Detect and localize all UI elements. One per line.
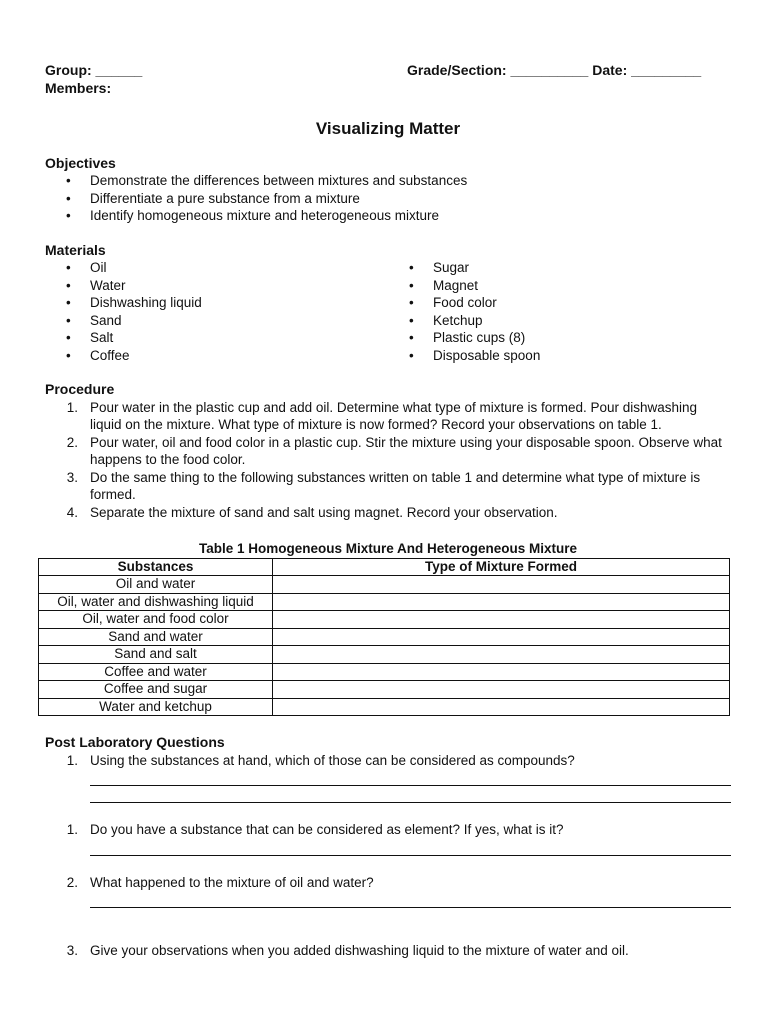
materials-heading: Materials [45,241,106,258]
question-number: 3. [66,943,78,958]
question-item [45,874,731,892]
question-item [45,942,731,960]
procedure-step [45,504,731,522]
question-number: 1. [66,752,78,768]
page-title: Visualizing Matter [315,119,461,138]
procedure-step [45,399,731,434]
answer-cell[interactable] [273,611,730,629]
grade-date-field: Grade/Section: __________ Date: _________ [407,62,702,78]
materials-list-right [388,259,731,364]
column-header-substances: Substances [39,558,273,576]
list-item: • Identify homogeneous mixture and heterogeneous mixture [45,207,731,225]
step-text: Separate the mixture of sand and salt using magnet. Record your observation. [90,504,558,520]
answer-line[interactable] [90,839,731,856]
answer-cell[interactable] [273,698,730,716]
step-text: Pour water in the plastic cup and add oil. Determine what type of mixture is formed. Pour dishwashing liquid on the mixture. What type of mixture is now formed? Record your observations on table 1. [90,399,698,432]
answer-cell[interactable] [273,646,730,664]
list-item: • Sugar [388,259,731,277]
procedure-list [45,399,731,522]
list-item: • Water [45,277,388,295]
group-field: Group: ______ [45,62,143,78]
list-item: • Magnet [388,277,731,295]
list-item: • Plastic cups (8) [388,329,731,347]
step-number: 3. [66,469,78,485]
question-text: Give your observations when you added dishwashing liquid to the mixture of water and oil. [90,943,629,958]
table-row [39,681,730,699]
procedure-heading: Procedure [45,381,115,397]
question-number: 2. [66,874,78,890]
answer-line[interactable] [90,891,731,908]
question-text: Do you have a substance that can be considered as element? If yes, what is it? [90,822,564,837]
step-number: 1. [66,399,78,415]
list-item: • Ketchup [388,312,731,330]
table-row [39,663,730,681]
question-text: Using the substances at hand, which of those can be considered as compounds? [90,752,575,768]
materials-list-left [45,259,388,364]
step-text: Do the same thing to the following substances written on table 1 and determine what type of mixture is formed. [90,469,701,502]
mixture-table [38,558,730,717]
list-item: • Disposable spoon [388,347,731,365]
worksheet-page [45,62,731,960]
list-item: • Food color [388,294,731,312]
objectives-list [45,172,731,225]
substance-cell: Sand and water [39,628,273,646]
table-row [39,593,730,611]
substance-cell: Sand and salt [39,646,273,664]
question-number: 1. [66,822,78,837]
substance-cell: Oil, water and food color [39,611,273,629]
post-lab-list [45,752,731,770]
question-item [45,752,731,770]
table-row [39,698,730,716]
table-row [39,646,730,664]
objectives-heading: Objectives [45,154,116,171]
list-item: • Coffee [45,347,388,365]
table-header-row [39,558,730,576]
materials-columns [45,259,731,364]
answer-cell[interactable] [273,663,730,681]
answer-cell[interactable] [273,593,730,611]
answer-cell[interactable] [273,576,730,594]
list-item: • Sand [45,312,388,330]
answer-line[interactable] [90,769,731,786]
procedure-step [45,469,731,504]
question-item [45,821,731,839]
answer-cell[interactable] [273,681,730,699]
list-item: • Dishwashing liquid [45,294,388,312]
substance-cell: Coffee and sugar [39,681,273,699]
header-row [45,62,731,80]
step-text: Pour water, oil and food color in a plastic cup. Stir the mixture using your disposable spoon. Observe what happens to the food color. [90,434,722,467]
list-item: • Oil [45,259,388,277]
step-number: 4. [66,504,78,520]
post-lab-heading: Post Laboratory Questions [45,734,225,750]
members-field: Members: [45,79,112,96]
table-row [39,628,730,646]
question-text: What happened to the mixture of oil and water? [90,874,374,890]
table-row [39,611,730,629]
substance-cell: Oil and water [39,576,273,594]
column-header-mixture-type: Type of Mixture Formed [273,558,730,576]
list-item: • Salt [45,329,388,347]
table-row [39,576,730,594]
substance-cell: Oil, water and dishwashing liquid [39,593,273,611]
answer-cell[interactable] [273,628,730,646]
substance-cell: Water and ketchup [39,698,273,716]
substance-cell: Coffee and water [39,663,273,681]
step-number: 2. [66,434,78,450]
answer-line[interactable] [90,786,731,803]
list-item: • Differentiate a pure substance from a mixture [45,190,731,208]
procedure-step [45,434,731,469]
list-item: • Demonstrate the differences between mixtures and substances [45,172,731,190]
table-caption: Table 1 Homogeneous Mixture And Heterogeneous Mixture [198,541,578,556]
